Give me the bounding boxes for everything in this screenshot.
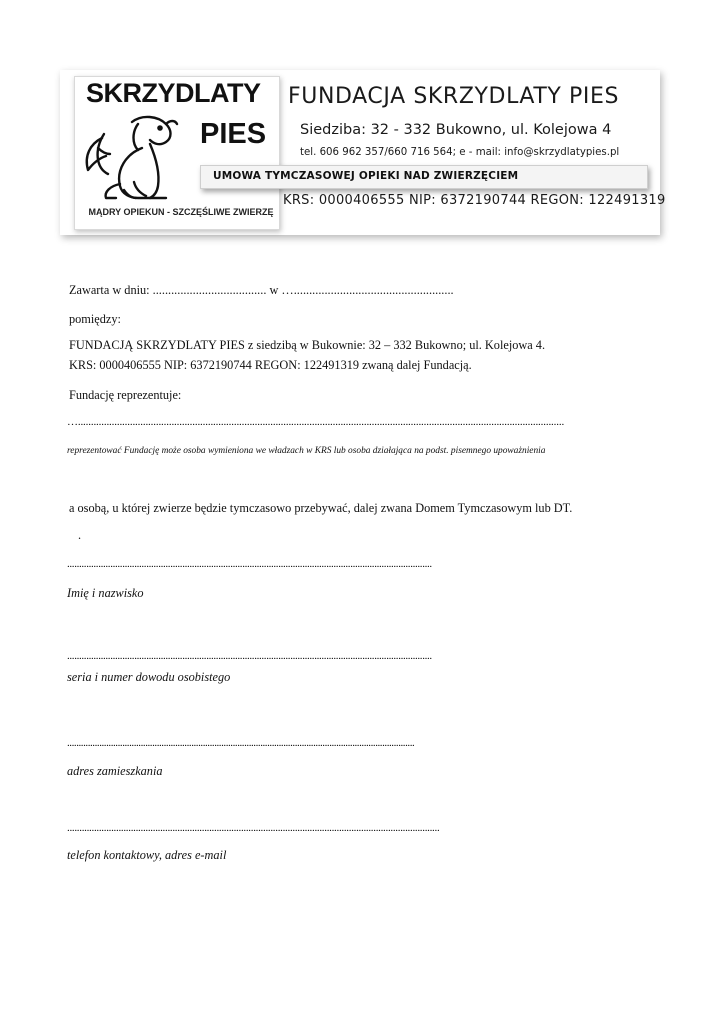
logo-text-line1: SKRZYDLATY bbox=[86, 78, 261, 108]
id-card-field: ........................................................................................................................................................ bbox=[67, 650, 432, 662]
organization-registry-ids: KRS: 0000406555 NIP: 6372190744 REGON: 122491319 bbox=[283, 193, 666, 208]
contact-field: ........................................................................................................................................................ bbox=[67, 822, 440, 834]
organization-address: Siedziba: 32 - 332 Bukowno, ul. Kolejowa 4 bbox=[300, 122, 612, 138]
logo-motto: MĄDRY OPIEKUN - SZCZĘŚLIWE ZWIERZĘ bbox=[88, 207, 274, 217]
representative-field: …........................................................................................................................................................................................... bbox=[67, 416, 565, 428]
organization-contact: tel. 606 962 357/660 716 564; e - mail: info@skrzydlatypies.pl bbox=[300, 147, 620, 158]
contract-date-line: Zawarta w dniu: ..................................... w ….................................................... bbox=[69, 283, 454, 297]
party2-intro: a osobą, u której zwierze będzie tymczasowo przebywać, dalej zwana Domem Tymczasowym lub DT. bbox=[69, 501, 573, 515]
logo-text-line2: PIES bbox=[200, 118, 267, 150]
contact-field-label: telefon kontaktowy, adres e-mail bbox=[67, 848, 227, 862]
between-label: pomiędzy: bbox=[69, 312, 121, 326]
stray-dot: . bbox=[78, 528, 82, 542]
document-title: UMOWA TYMCZASOWEJ OPIEKI NAD ZWIERZĘCIEM bbox=[213, 170, 519, 182]
address-field: ....................................................................................................................................................... bbox=[67, 737, 415, 749]
name-field-label: Imię i nazwisko bbox=[67, 586, 144, 600]
address-field-label: adres zamieszkania bbox=[67, 764, 163, 778]
name-field: ........................................................................................................................................................ bbox=[67, 558, 432, 570]
representative-note: reprezentować Fundację może osoba wymieniona we władzach w KRS lub osoba działająca na podst. pisemnego upoważnienia bbox=[67, 446, 546, 456]
organization-name: FUNDACJA SKRZYDLATY PIES bbox=[288, 84, 620, 109]
representative-label: Fundację reprezentuje: bbox=[69, 388, 182, 402]
party1-line2: KRS: 0000406555 NIP: 6372190744 REGON: 122491319 zwaną dalej Fundacją. bbox=[69, 358, 472, 372]
winged-dog-icon bbox=[80, 110, 190, 205]
party1-line1: FUNDACJĄ SKRZYDLATY PIES z siedzibą w Bukownie: 32 – 332 Bukowno; ul. Kolejowa 4. bbox=[69, 338, 546, 352]
id-card-field-label: seria i numer dowodu osobistego bbox=[67, 670, 231, 684]
document-title-banner bbox=[200, 165, 648, 189]
